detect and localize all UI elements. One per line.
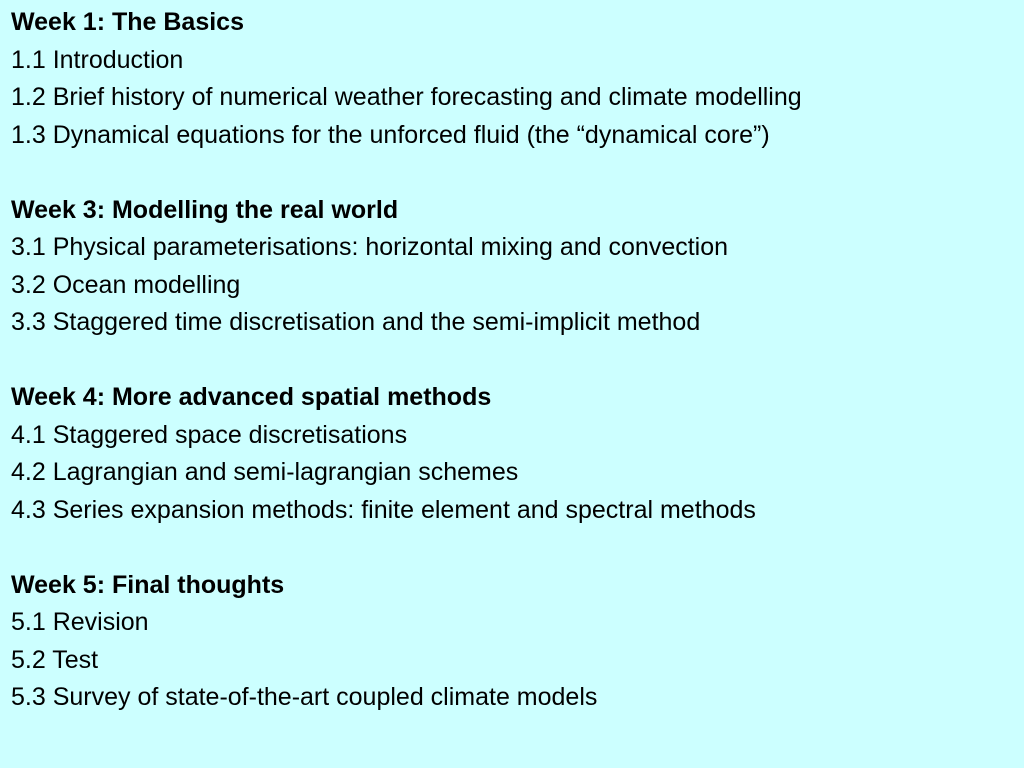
week-1-item-1: 1.1 Introduction	[11, 45, 184, 74]
week-1-heading: Week 1: The Basics	[11, 8, 244, 36]
week-1-item-3: 1.3 Dynamical equations for the unforced fluid (the “dynamical core”)	[11, 120, 770, 149]
week-4-section	[11, 379, 1024, 529]
week-5-item-2: 5.2 Test	[11, 645, 99, 674]
week-4-item-3: 4.3 Series expansion methods: finite element and spectral methods	[11, 495, 756, 524]
week-1-item-2: 1.2 Brief history of numerical weather forecasting and climate modelling	[11, 83, 802, 111]
week-5-item-3: 5.3 Survey of state-of-the-art coupled climate models	[11, 683, 598, 711]
week-5-heading: Week 5: Final thoughts	[11, 570, 285, 599]
week-3-heading: Week 3: Modelling the real world	[11, 195, 399, 224]
week-3-item-2: 3.2 Ocean modelling	[11, 270, 241, 299]
week-4-heading: Week 4: More advanced spatial methods	[11, 383, 492, 411]
week-3-section	[11, 192, 1024, 342]
week-1-section	[11, 4, 1024, 154]
week-5-item-1: 5.1 Revision	[11, 608, 149, 636]
week-3-item-3: 3.3 Staggered time discretisation and the semi-implicit method	[11, 308, 701, 336]
week-4-item-1: 4.1 Staggered space discretisations	[11, 420, 408, 449]
week-5-section	[11, 567, 1024, 717]
week-4-item-2: 4.2 Lagrangian and semi-lagrangian schemes	[11, 458, 519, 486]
week-3-item-1: 3.1 Physical parameterisations: horizontal mixing and convection	[11, 233, 729, 261]
